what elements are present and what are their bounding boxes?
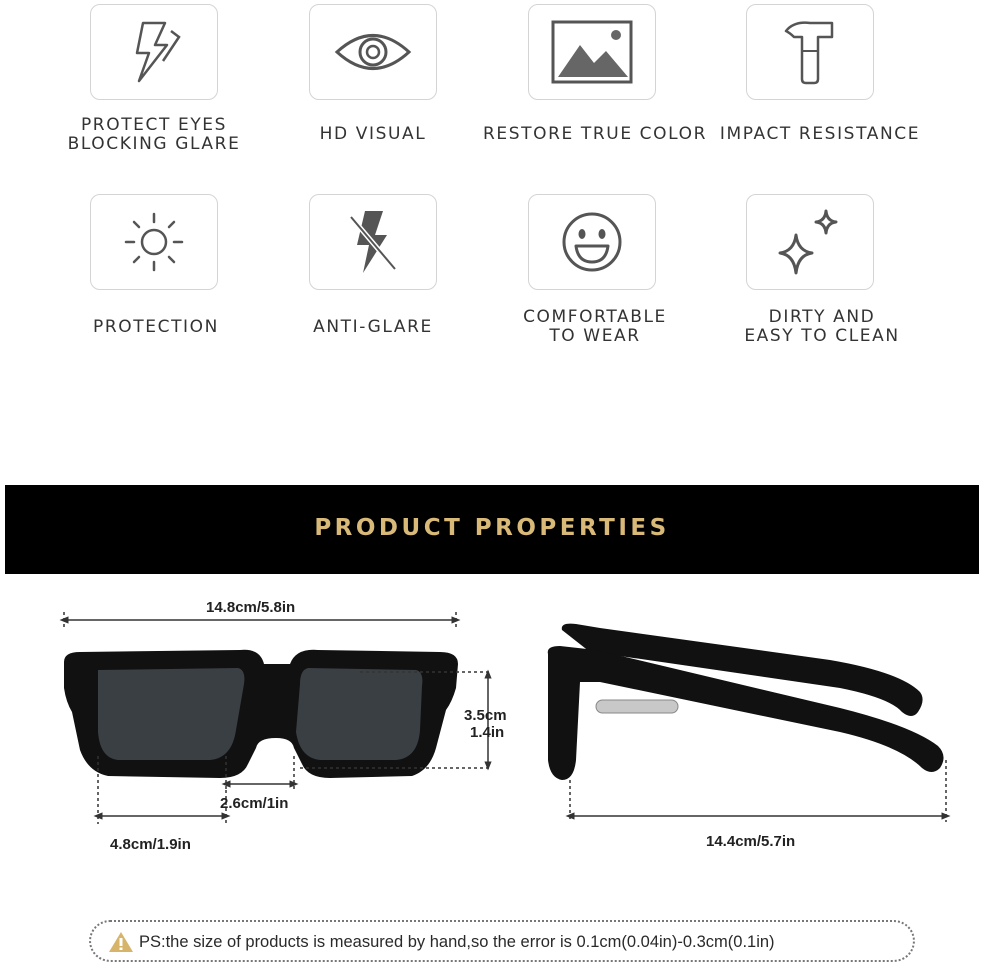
comfortable-label: COMFORTABLE TO WEAR <box>523 307 667 346</box>
hd-visual-card <box>309 4 437 100</box>
blocked-lightning-icon <box>343 207 403 277</box>
anti-glare-label: ANTI-GLARE <box>313 317 433 337</box>
clean-label: DIRTY AND EASY TO CLEAN <box>744 307 900 346</box>
banner-title: PRODUCT PROPERTIES <box>314 515 670 541</box>
protect-eyes-card <box>90 4 218 100</box>
image-icon <box>550 19 634 85</box>
protection-label: PROTECTION <box>93 317 219 337</box>
comfortable-card <box>528 194 656 290</box>
lightning-icon <box>119 17 189 87</box>
temple-length-label: 14.4cm/5.7in <box>706 833 796 850</box>
lens-height-cm-label: 3.5cm <box>464 707 507 724</box>
sparkle-icon <box>772 207 848 277</box>
sun-icon <box>121 209 187 275</box>
restore-color-label: RESTORE TRUE COLOR <box>483 124 707 144</box>
impact-label: IMPACT RESISTANCE <box>719 124 921 144</box>
lens-width-label: 4.8cm/1.9in <box>110 836 191 853</box>
frame-width-label: 14.8cm/5.8in <box>206 599 296 616</box>
measurement-note <box>89 920 915 962</box>
warning-icon <box>108 931 134 953</box>
bridge-width-label: 2.6cm/1in <box>220 795 289 812</box>
protection-card <box>90 194 218 290</box>
measurement-note-text: PS:the size of products is measured by hand,so the error is 0.1cm(0.04in)-0.3cm(0.1in) <box>139 933 775 951</box>
glasses-side-view <box>548 624 944 780</box>
smiley-icon <box>560 210 624 274</box>
product-properties-banner <box>5 485 979 574</box>
glasses-front-view <box>64 650 458 778</box>
hammer-icon <box>780 17 840 87</box>
lens-height-in-label: 1.4in <box>470 724 505 741</box>
clean-card <box>746 194 874 290</box>
impact-card <box>746 4 874 100</box>
restore-color-card <box>528 4 656 100</box>
eye-icon <box>333 27 413 77</box>
protect-eyes-label: PROTECT EYES BLOCKING GLARE <box>67 115 241 154</box>
hd-visual-label: HD VISUAL <box>319 124 427 144</box>
anti-glare-card <box>309 194 437 290</box>
